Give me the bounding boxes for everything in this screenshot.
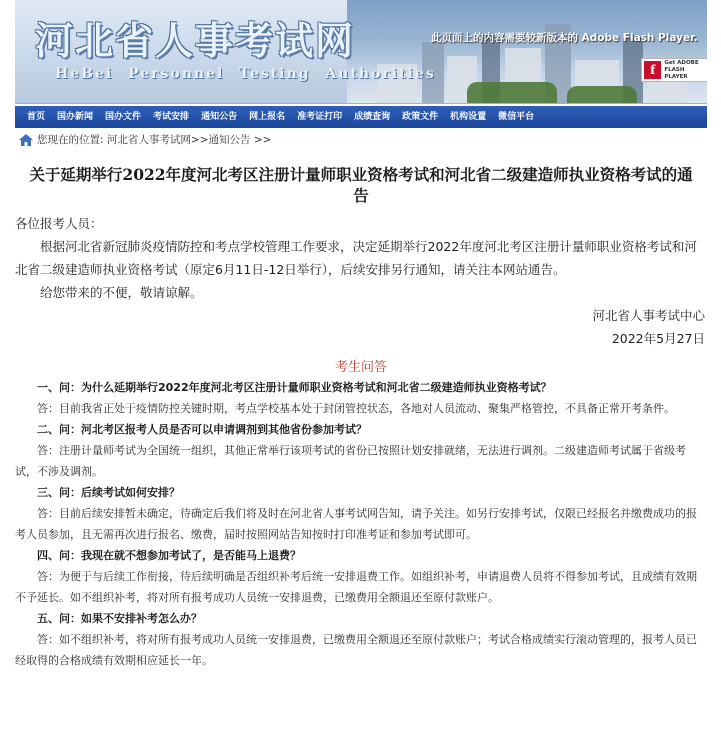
qa-question: 一、问：为什么延期举行2022年度河北考区注册计量师职业资格考试和河北省二级建造师执业资格考试？ xyxy=(37,381,552,394)
nav-item-wechat[interactable]: 微信平台 xyxy=(498,112,535,122)
qa-question: 四、问：我现在就不想参加考试了，是否能马上退费？ xyxy=(37,549,301,562)
nav-item-organization[interactable]: 机构设置 xyxy=(450,112,487,122)
nav-item-exam-schedule[interactable]: 考试安排 xyxy=(153,112,190,122)
breadcrumb-home-link[interactable]: 河北省人事考试网 xyxy=(106,134,191,146)
qa-item xyxy=(15,377,707,419)
nav-item-announcements[interactable]: 通知公告 xyxy=(201,112,238,122)
nav-item-news[interactable]: 国办新闻 xyxy=(57,112,94,122)
flash-notice: 此页面上的内容需要较新版本的 Adobe Flash Player. xyxy=(431,32,698,44)
qa-answer: 答：目前我省正处于疫情防控关键时期，考点学校基本处于封闭管控状态，各地对人员流动、聚集严格管控，不具备正常开考条件。 xyxy=(37,402,675,415)
qa-answer: 答：为便于与后续工作衔接，待后续明确是否组织补考后统一安排退费工作。如组织补考，申请退费人员将不得参加考试，且成绩有效期不予延长。如不组织补考，将对所有报考成功人员统一安排退费，已缴费用全额退还至原付款账户。 xyxy=(15,570,697,604)
flash-badge-text: Get ADOBE FLASH PLAYER xyxy=(664,59,699,80)
qa-item xyxy=(15,608,707,671)
paragraph: 给您带来的不便，敬请谅解。 xyxy=(40,285,203,300)
article-body xyxy=(15,212,707,304)
nav-item-admission-ticket[interactable]: 准考证打印 xyxy=(297,112,343,122)
qa-answer: 答：目前后续安排暂未确定，待确定后我们将及时在河北省人事考试网告知，请予关注。如另行安排考试，仅限已经报名并缴费成功的报考人员参加，且无需再次进行报名、缴费，届时按照网站告知按时打印准考证和参加考试即可。 xyxy=(15,507,697,541)
site-title: 河北省人事考试网 xyxy=(35,18,356,63)
greeting: 各位报考人员： xyxy=(15,216,103,231)
home-icon xyxy=(19,134,33,146)
nav-item-policy-files[interactable]: 政策文件 xyxy=(402,112,439,122)
qa-question: 五、问：如果不安排补考怎么办？ xyxy=(37,612,202,625)
nav-item-score-query[interactable]: 成绩查询 xyxy=(354,112,391,122)
breadcrumb-separator: >> xyxy=(253,133,272,146)
main-nav xyxy=(15,106,707,128)
site-subtitle: HeBei Personnel Testing Authorities xyxy=(55,66,436,82)
header-banner xyxy=(15,0,707,104)
get-flash-player-button[interactable] xyxy=(641,58,707,82)
qa-question: 二、问：河北考区报考人员是否可以申请调剂到其他省份参加考试？ xyxy=(37,423,367,436)
qa-item xyxy=(15,482,707,545)
breadcrumb-section-link[interactable]: 通知公告 xyxy=(208,134,251,146)
city-skyline-image xyxy=(347,0,707,104)
qa-answer: 答：注册计量师考试为全国统一组织，其他正常举行该项考试的省份已按照计划安排就绪，无法进行调剂。二级建造师考试属于省级考试，不涉及调剂。 xyxy=(15,444,686,478)
qa-answer: 答：如不组织补考，将对所有报考成功人员统一安排退费，已缴费用全额退还至原付款账户；考试合格成绩实行滚动管理的，报考人员已经取得的合格成绩有效期相应延长一年。 xyxy=(15,633,697,667)
breadcrumb xyxy=(15,130,707,149)
qa-question: 三、问：后续考试如何安排？ xyxy=(37,486,180,499)
qa-item xyxy=(15,419,707,482)
flash-icon: f xyxy=(644,61,661,79)
paragraph: 根据河北省新冠肺炎疫情防控和考点学校管理工作要求，决定延期举行2022年度河北考区注册计量师职业资格考试和河北省二级建造师执业资格考试（原定6月11日-12日举行），后续安排另行通知，请关注本网站通告。 xyxy=(15,239,697,277)
article xyxy=(15,150,707,671)
breadcrumb-prefix: 您现在的位置: xyxy=(37,134,104,146)
nav-item-documents[interactable]: 国办文件 xyxy=(105,112,142,122)
signature-org: 河北省人事考试中心 xyxy=(592,308,705,323)
nav-item-home[interactable]: 首页 xyxy=(27,112,46,122)
signature-date: 2022年5月27日 xyxy=(611,331,705,346)
qa-heading: 考生问答 xyxy=(334,360,387,375)
nav-item-online-registration[interactable]: 网上报名 xyxy=(249,112,286,122)
qa-item xyxy=(15,545,707,608)
breadcrumb-separator: >> xyxy=(190,133,209,146)
article-title: 关于延期举行2022年度河北考区注册计量师职业资格考试和河北省二级建造师执业资格考试的通告 xyxy=(29,165,693,205)
